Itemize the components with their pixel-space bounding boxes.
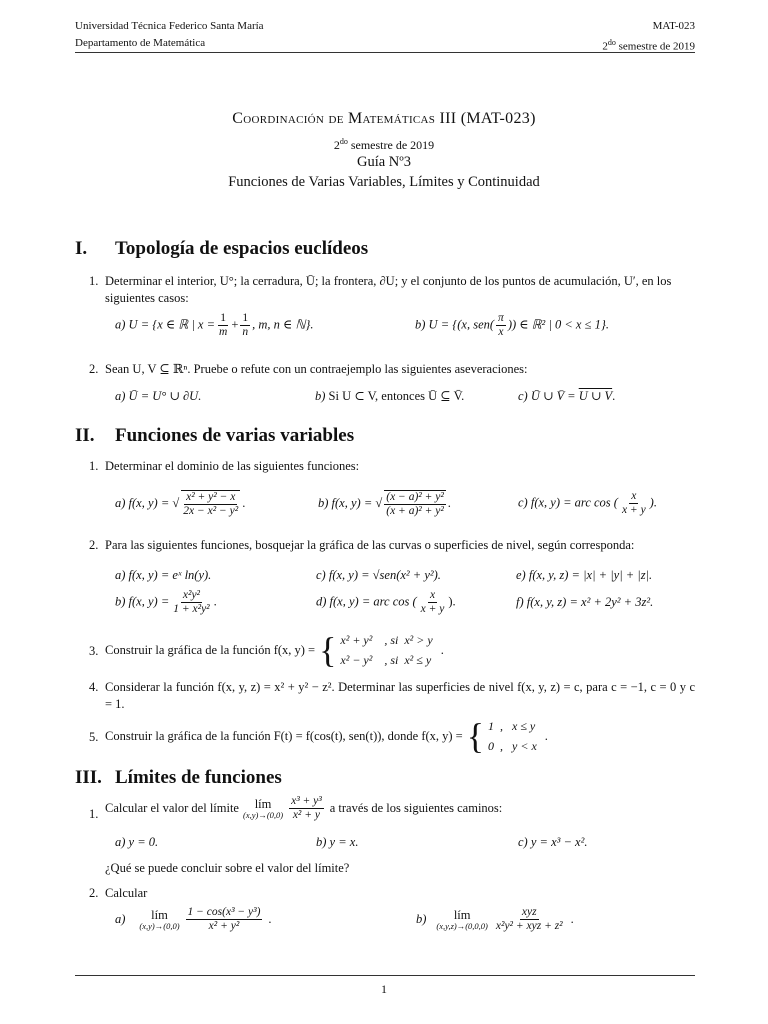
section-heading <box>75 425 354 447</box>
label: a) <box>115 568 126 582</box>
expr: y = 0. <box>128 835 159 849</box>
expr: ). <box>649 495 657 510</box>
case-1: x² + y² , si x² > y <box>340 633 433 647</box>
limit <box>139 909 179 931</box>
numerator: x²y² <box>182 589 200 601</box>
expr: . <box>268 912 272 926</box>
expr: . <box>612 389 616 403</box>
document-title: Coordinación de Matemáticas III (MAT-023) <box>232 110 536 127</box>
label: a) <box>115 835 126 849</box>
intro: Construir la gráfica de la función F(t) = f(cos(t), sen(t)), donde f(x, y) = <box>105 728 463 743</box>
numerator: π <box>498 312 504 324</box>
numerator: x² + y² − x <box>186 491 236 503</box>
numerator: x <box>631 490 637 502</box>
question: ¿Qué se puede concluir sobre el valor del límite? <box>105 861 350 875</box>
label: b) <box>316 835 327 849</box>
denominator: x² + y <box>292 809 320 821</box>
item-text: Determinar el interior, U°; la cerradura, Ū; la frontera, ∂U; y el conjunto de los puntos de acumulación, U′, en los siguientes casos: <box>105 274 672 305</box>
item-number: 2. <box>89 886 99 900</box>
limit <box>436 909 487 931</box>
exercise-f <box>516 594 653 611</box>
sem-text: semestre de 2019 <box>347 138 435 152</box>
expr: f(x, y) = eˣ ln(y). <box>128 568 212 582</box>
exercise-a <box>115 312 314 339</box>
exercise-c <box>518 388 615 405</box>
sem-sup: do <box>339 137 348 146</box>
numerator: 1 <box>220 312 227 324</box>
page-number: 1 <box>381 982 387 996</box>
expr: U = {(x, sen( <box>428 317 495 332</box>
exercise-b <box>416 906 574 933</box>
guide-subtitle: Funciones de Varias Variables, Límites y Continuidad <box>228 174 540 190</box>
numerator: 1 <box>242 312 249 324</box>
exercise-b <box>415 312 609 339</box>
denominator: x <box>498 326 504 338</box>
item-number: 2. <box>89 538 99 552</box>
item-number: 1. <box>89 459 99 473</box>
denominator: (x + a)² + y² <box>386 505 444 517</box>
exercise-a <box>115 567 211 584</box>
label: a) <box>115 912 126 926</box>
exercise-b <box>115 589 217 616</box>
fraction <box>384 490 446 518</box>
fraction <box>217 312 229 339</box>
footer-rule <box>75 975 695 976</box>
header-rule <box>75 52 695 53</box>
expr: f(x, y) = √ <box>128 495 180 510</box>
label: d) <box>316 594 327 609</box>
denominator: x + y <box>420 603 445 615</box>
expr: . <box>544 728 548 743</box>
cases <box>484 716 537 756</box>
label: c) <box>518 495 528 510</box>
case-1: 1 , x ≤ y <box>488 719 536 733</box>
expr: )) ∈ ℝ² | 0 < x ≤ 1}. <box>507 317 609 332</box>
label: c) <box>518 389 528 403</box>
plus: + <box>231 317 239 332</box>
expr: f(x, y) = √ <box>331 495 383 510</box>
sem-num: 2 <box>333 138 340 152</box>
fraction <box>181 490 240 518</box>
fraction <box>496 312 506 339</box>
path-b <box>316 834 358 851</box>
numerator: (x − a)² + y² <box>386 491 444 503</box>
denominator: x²y² + xyz + z² <box>495 920 563 932</box>
label: f) <box>516 595 524 609</box>
expr: a través de los siguientes caminos: <box>329 801 503 815</box>
label: b) <box>315 389 326 403</box>
numerator: 1 − cos(x³ − y³) <box>187 906 261 918</box>
label: a) <box>115 389 126 403</box>
path-a <box>115 834 158 851</box>
expr: , m, n ∈ ℕ}. <box>252 317 314 332</box>
label: c) <box>316 568 326 582</box>
semester-text: semestre de 2019 <box>615 40 695 53</box>
numerator: x <box>429 589 436 601</box>
expr: . <box>447 495 451 510</box>
numerator: x³ + y³ <box>291 795 322 807</box>
denominator: 2x − x² − y² <box>183 505 239 517</box>
lim-sub: (x,y)→(0,0) <box>242 809 284 820</box>
lim-sub: (x,y)→(0,0) <box>139 920 180 931</box>
path-c <box>518 834 587 851</box>
item-number: 1. <box>89 807 99 821</box>
fraction <box>186 906 263 933</box>
exercise-d <box>316 589 456 616</box>
label: b) <box>318 495 329 510</box>
item-text <box>105 795 502 822</box>
exercise-b <box>318 490 451 518</box>
section-title: Topología de espacios euclídeos <box>115 238 369 259</box>
expr: f(x, y) = <box>128 594 170 609</box>
semester <box>602 36 695 54</box>
item-number: 1. <box>89 274 99 288</box>
item-text: Construir la gráfica de la función F(t) = f(cos(t), sen(t)), donde f(x, y) = { 1 , x ≤ y 0 , y < x . <box>105 715 548 756</box>
label: b) <box>415 317 426 332</box>
case-2: x² − y² , si x² ≤ y <box>340 653 432 667</box>
exercise-a <box>115 490 245 518</box>
intro: Calcular el valor del límite <box>105 801 239 815</box>
expr: f(x, y) = arc cos ( <box>530 495 618 510</box>
item-number: 2. <box>89 362 99 376</box>
denominator: m <box>219 326 228 338</box>
label: b) <box>115 594 126 609</box>
exercise-e <box>516 567 652 584</box>
expr: . <box>242 495 246 510</box>
expr: y = x. <box>329 835 359 849</box>
department-name: Departamento de Matemática <box>75 37 206 49</box>
item-number: 5. <box>89 730 99 744</box>
label: a) <box>115 495 126 510</box>
label: c) <box>518 835 528 849</box>
section-title: Límites de funciones <box>115 767 282 788</box>
exercise-b <box>315 388 464 405</box>
university-name: Universidad Técnica Federico Santa María <box>75 20 264 32</box>
item-text: Considerar la función f(x, y, z) = x² + y² − z². Determinar las superficies de nivel f(x, y, z) = c, para c = −1, c = 0 y c = 1. <box>105 680 695 711</box>
section-number: I. <box>75 238 88 259</box>
case-2: 0 , y < x <box>488 739 537 753</box>
item-text: Para las siguientes funciones, bosquejar la gráfica de las curvas o superficies de nivel, según corresponda: <box>105 538 635 552</box>
closure-expr: U ∪ V <box>578 389 613 403</box>
exercise-c <box>518 490 657 517</box>
fraction <box>620 490 648 517</box>
intro: Construir la gráfica de la función f(x, y) = <box>105 642 316 657</box>
cases <box>336 630 432 670</box>
limit <box>243 798 283 820</box>
section-number: II. <box>75 425 95 446</box>
expr: Ū = U° ∪ ∂U. <box>128 389 202 403</box>
section-heading <box>75 767 282 789</box>
course-code: MAT-023 <box>652 20 695 32</box>
fraction <box>419 589 447 616</box>
item-text: Calcular <box>105 886 148 900</box>
item-number: 3. <box>89 644 99 658</box>
expr: U = {x ∈ ℝ | x = <box>128 317 216 332</box>
label: a) <box>115 317 126 332</box>
expr: . <box>570 912 574 926</box>
section-heading <box>75 238 368 260</box>
guide-number: Guía Nº3 <box>356 154 412 170</box>
fraction <box>289 795 324 822</box>
expr: . <box>213 594 217 609</box>
section-number: III. <box>75 767 102 788</box>
lim: lím <box>453 907 471 922</box>
expr: f(x, y, z) = x² + 2y² + 3z². <box>526 595 654 609</box>
lim: lím <box>151 907 168 922</box>
expr: ). <box>448 594 456 609</box>
semester-sup: do <box>607 38 616 47</box>
lim: lím <box>254 796 272 811</box>
denominator: n <box>242 326 249 338</box>
denominator: x + y <box>621 504 646 516</box>
expr: Ū ∪ V̄ = <box>530 389 576 403</box>
exercise-a <box>115 906 272 933</box>
expr: Si U ⊂ V, entonces Ū ⊆ V̄. <box>328 389 465 403</box>
fraction <box>494 906 565 933</box>
expr: f(x, y) = √sen(x² + y²). <box>328 568 441 582</box>
item-number: 4. <box>89 680 99 694</box>
denominator: x² + y² <box>208 920 240 932</box>
item-text: Construir la gráfica de la función f(x, y) = { x² + y² , si x² > y x² − y² , si x² ≤ y . <box>105 629 444 670</box>
exercise-c <box>316 567 441 584</box>
expr: f(x, y) = arc cos ( <box>329 594 417 609</box>
expr: . <box>440 642 444 657</box>
expr: y = x³ − x². <box>530 835 588 849</box>
lim-sub: (x,y,z)→(0,0,0) <box>436 920 488 931</box>
item-text: Determinar el dominio de las siguientes funciones: <box>105 459 360 473</box>
title-semester <box>0 133 768 154</box>
denominator: 1 + x²y² <box>173 603 210 615</box>
item-text: Sean U, V ⊆ ℝⁿ. Pruebe o refute con un contraejemplo las siguientes aseveraciones: <box>105 362 528 376</box>
fraction <box>171 589 211 616</box>
label: b) <box>416 912 427 926</box>
numerator: xyz <box>521 906 537 918</box>
expr: f(x, y, z) = |x| + |y| + |z|. <box>528 568 653 582</box>
label: e) <box>516 568 526 582</box>
fraction <box>240 312 250 339</box>
section-title: Funciones de varias variables <box>115 425 355 446</box>
semester-num: 2 <box>602 40 608 53</box>
exercise-a <box>115 388 201 405</box>
